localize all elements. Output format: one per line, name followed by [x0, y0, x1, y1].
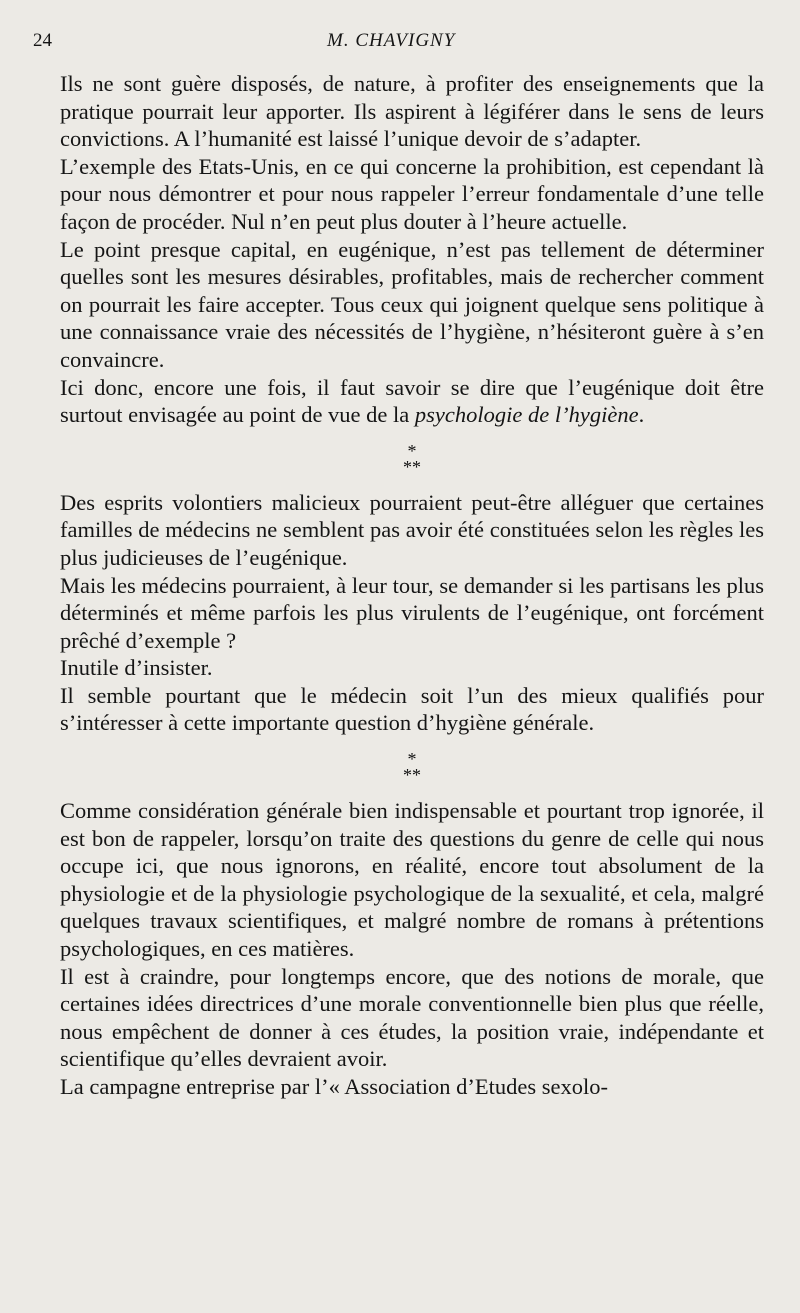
paragraph-7: Inutile d’insister. [60, 655, 213, 681]
paragraph-5: Des esprits volontiers malicieux pourraient peut-être alléguer que certaines familles de médecins ne semblent pas avoir été constituées selon les règles les plus judicieuses de l’eugénique. [60, 489, 764, 570]
paragraph-3: Le point presque capital, en eugénique, n’est pas tellement de déterminer quelles sont les mesures désirables, profitables, mais de rechercher comment on pourrait les faire accepter. Tous ceux qui joignent quelque sens politique à une connaissance vraie des nécessités de l’hygiène, n’hésiteront guère à s’en convaincre. [60, 236, 764, 372]
paragraph-4-emphasis: psychologie de l’hygiène [414, 402, 639, 428]
page-number: 24 [33, 30, 52, 51]
section-break-1-top: * [407, 440, 417, 461]
main-text [60, 70, 764, 1101]
section-break-1-bottom: ** [403, 456, 421, 477]
paragraph-2: L’exemple des Etats-Unis, en ce qui concerne la prohibition, est cependant là pour nous démontrer et pour nous rappeler l’erreur fondamentale d’une telle façon de procéder. Nul n’en peut plus douter à l’heure actuelle. [60, 153, 764, 234]
running-head: M. CHAVIGNY [327, 30, 456, 51]
paragraph-10: Il est à craindre, pour longtemps encore, que des notions de morale, que certaines idées directrices d’une morale conventionnelle bien plus que réelle, nous empêchent de donner à ces études, la position vraie, indépendante et scientifique qu’elles devraient avoir. [60, 963, 764, 1072]
paragraph-4 [60, 374, 764, 429]
section-break-2 [60, 749, 764, 786]
paragraph-8: Il semble pourtant que le médecin soit l’un des mieux qualifiés pour s’intéresser à cette importante question d’hygiène générale. [60, 682, 764, 736]
section-break-1 [60, 440, 764, 477]
paragraph-9: Comme considération générale bien indispensable et pourtant trop ignorée, il est bon de rappeler, lorsqu’on traite des questions du genre de celle qui nous occupe ici, que nous ignorons, en réalité, encore tout absolument de la physiologie et de la physiologie psychologique de la sexualité, et cela, malgré quelques travaux scientifiques, et malgré nombre de romans à prétentions psychologiques, en ces matières. [60, 798, 764, 962]
paragraph-4-lead: Ici donc, encore une fois, il faut savoir se dire que l’eugénique doit être surtout envisagée au point de vue de la [60, 374, 764, 428]
page-header [0, 30, 800, 56]
paragraph-4-end: . [638, 402, 645, 428]
section-break-2-top: * [407, 749, 417, 770]
section-break-2-bottom: ** [403, 765, 421, 786]
paragraph-11: La campagne entreprise par l’« Association d’Etudes sexolo- [60, 1074, 608, 1099]
paragraph-1: Ils ne sont guère disposés, de nature, à profiter des enseignements que la pratique pourrait leur apporter. Ils aspirent à légiférer dans le sens de leurs convictions. A l’humanité est laissé l’unique devoir de s’adapter. [60, 71, 764, 152]
paragraph-6: Mais les médecins pourraient, à leur tour, se demander si les partisans les plus déterminés et même parfois les plus virulents de l’eugénique, ont forcément prêché d’exemple ? [60, 572, 764, 653]
